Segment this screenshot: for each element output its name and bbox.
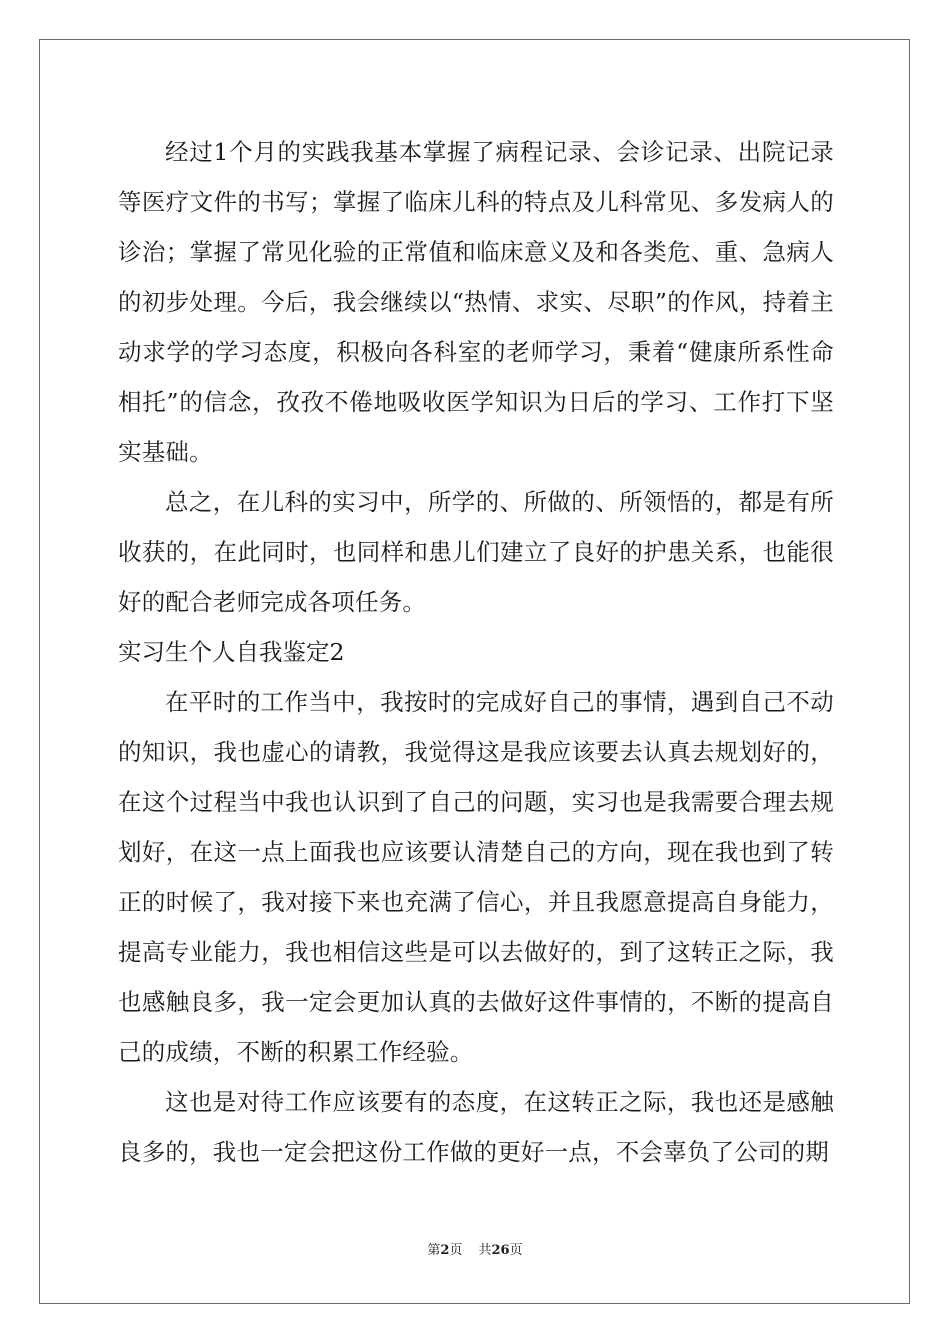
- section-heading: 实习生个人自我鉴定2: [118, 638, 345, 666]
- paragraph-practice-summary: 经过1个月的实践我基本掌握了病程记录、会诊记录、出院记录等医疗文件的书写；掌握了临床儿科的特点及儿科常见、多发病人的诊治；掌握了常见化验的正常值和临床意义及和各类危、重、急病人的初步处理。今后，我会继续以“热情、求实、尽职”的作风，持着主动求学的学习态度，积极向各科室的老师学习，秉着“健康所系性命相托”的信念，孜孜不倦地吸收医学知识为日后的学习、工作打下坚实基础。: [118, 138, 834, 466]
- paragraph-conclusion: 总之，在儿科的实习中，所学的、所做的、所领悟的，都是有所收获的，在此同时，也同样和患儿们建立了良好的护患关系，也能很好的配合老师完成各项任务。: [118, 488, 834, 616]
- footer-page-prefix: 第: [427, 1243, 441, 1258]
- footer-page-total: 26: [491, 1243, 510, 1258]
- page-footer: [0, 1243, 950, 1259]
- document-body: [118, 127, 834, 1177]
- footer-page-current: 2: [440, 1243, 450, 1258]
- footer-total-suffix: 页: [509, 1243, 523, 1258]
- paragraph-work-attitude: 这也是对待工作应该要有的态度，在这转正之际，我也还是感触良多的，我也一定会把这份工作做的更好一点，不会辜负了公司的期: [118, 1088, 834, 1166]
- footer-page-suffix: 页: [449, 1243, 463, 1258]
- footer-total-prefix: 共: [478, 1243, 492, 1258]
- paragraph-work-routine: 在平时的工作当中，我按时的完成好自己的事情，遇到自己不动的知识，我也虚心的请教，我觉得这是我应该要去认真去规划好的，在这个过程当中我也认识到了自己的问题，实习也是我需要合理去规划好，在这一点上面我也应该要认清楚自己的方向，现在我也到了转正的时候了，我对接下来也充满了信心，并且我愿意提高自身能力，提高专业能力，我也相信这些是可以去做好的，到了这转正之际，我也感触良多，我一定会更加认真的去做好这件事情的，不断的提高自己的成绩，不断的积累工作经验。: [118, 688, 834, 1066]
